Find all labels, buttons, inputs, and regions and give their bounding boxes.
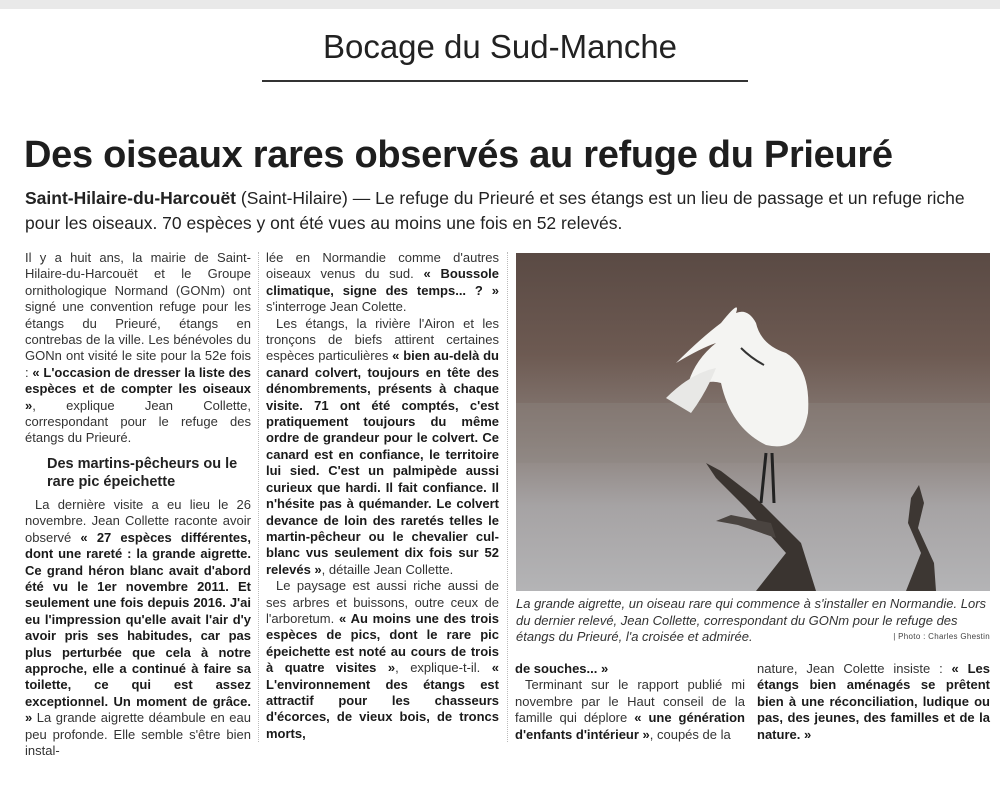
column-1-bottom [25, 497, 251, 760]
body-text: Terminant sur le rapport publié mi novembre par le Haut conseil de la famille qui déplore [515, 677, 745, 726]
paragraph [515, 677, 745, 743]
lead-place-note: (Saint-Hilaire) — [236, 188, 376, 208]
paragraph [266, 250, 499, 316]
column-3 [515, 661, 745, 743]
body-text: La dernière visite a eu lieu le 26 novembre. Jean Collette raconte avoir observé [25, 496, 251, 545]
body-text: s'interroge Jean Colette. [266, 299, 407, 315]
body-text: Le paysage est aussi riche aussi de ses arbres et buissons, outre ceux de l'arboretum. [266, 578, 499, 626]
photo-caption: La grande aigrette, un oiseau rare qui commence à s'installer en Normandie. Lors du dernier relevé, Jean Collette, correspondant du GONm pour le refuge des étangs du Prieuré, l'a croisée et admirée. [516, 596, 987, 644]
quote-text: « Au moins une des trois espèces de pics, dont le rare pic épeichette est noté au cours de trois à quatre visites » [266, 610, 500, 676]
egret-illustration [516, 253, 990, 591]
column-4 [757, 661, 990, 743]
lead-text: Le refuge du Prieuré et ses étangs est un lieu de passage et un refuge riche pour les oiseaux. 70 espèces y ont été vues au moins une fois en 52 relevés. [25, 188, 965, 233]
quote-text: « 27 espèces différentes, dont une rareté : la grande aigrette. Ce grand héron blanc avait d'abord été vu le 1er novembre 2011. Et seulement une fois depuis 2016. J'ai eu l'impression qu'elle avait l'air d'y avoir pris ses habitudes, car pas plus perturbée que cela à notre approche, elle a continué à faire sa toilette, ce qui est assez exceptionnel. Un moment de grâce. » [25, 529, 251, 726]
body-text: La grande aigrette déambule en eau peu profonde. Elle semble s'être bien instal- [25, 710, 251, 758]
quote-text: « L'occasion de dresser la liste des espèces et de compter les oiseaux » [25, 364, 251, 413]
quote-text: « une génération d'enfants d'intérieur » [515, 710, 745, 742]
section-title: Bocage du Sud-Manche [322, 28, 678, 65]
quote-text: « Les étangs bien aménagés se prêtent bien à une réconciliation, ludique ou pas, des jeunes, des familles et de la nature. » [757, 661, 991, 742]
column-2 [266, 250, 499, 742]
body-text: , coupés de la [649, 726, 731, 742]
body-text: lée en Normandie comme d'autres oiseaux venus du sud. [266, 250, 499, 282]
egret-photo [516, 253, 990, 591]
article-headline: Des oiseaux rares observés au refuge du Prieuré [24, 134, 893, 176]
paragraph [266, 578, 499, 742]
subheading: Des martins-pêcheurs ou le rare pic épeichette [47, 455, 238, 490]
paragraph [25, 497, 251, 760]
paragraph [515, 661, 745, 677]
divider [262, 80, 748, 82]
body-text: , détaille Jean Collette. [321, 561, 454, 577]
paragraph [25, 250, 251, 447]
paragraph [757, 661, 990, 743]
column-1 [25, 250, 251, 759]
body-text: , explique-t-il. [395, 660, 492, 676]
article-lead [25, 186, 985, 236]
quote-text: de souches... » [515, 661, 609, 676]
body-text: Il y a huit ans, la mairie de Saint-Hilaire-du-Harcouët et le Groupe ornithologique Normand (GONm) ont signé une convention refuge pour les étangs du Prieuré, étangs en contrebas de la ville. Les bénévoles du GONn ont visité le site pour la 52e fois : [25, 250, 251, 380]
column-rule [507, 252, 508, 742]
top-bar [0, 0, 1000, 9]
quote-text: « L'environnement des étangs est attractif pour les chasseurs d'écorces, de vieux bois, de troncs morts, [266, 660, 500, 741]
column-1-top [25, 250, 251, 447]
quote-text: « bien au-delà du canard colvert, toujours en tête des dénombrements, présents à chaque visite. 71 ont été comptés, c'est pratiquement toujours du même ordre de grandeur pour le colvert. Ce canard est en confiance, le territoire lui sied. C'est un palmipède aussi curieux que hardi. Il fait confiance. Il n'hésite pas à quémander. Le colvert devance de loin des raretés telles le martin-pêcheur ou le chevalier cul-blanc vus seulement dix fois sur 52 relevés » [266, 348, 500, 577]
paragraph [266, 316, 499, 579]
column-rule [258, 252, 259, 742]
body-text: Les étangs, la rivière l'Airon et les tronçons de biefs attirent certaines espèces particulières [266, 315, 499, 364]
quote-text: « Boussole climatique, signe des temps... ? » [266, 266, 500, 298]
body-text: , explique Jean Collette, correspondant pour le refuge des étangs du Prieuré. [25, 397, 251, 446]
body-text: nature, Jean Colette insiste : [757, 661, 952, 676]
lead-place: Saint-Hilaire-du-Harcouët [25, 188, 236, 208]
photo-credit: | Photo : Charles Ghestin [893, 632, 990, 641]
